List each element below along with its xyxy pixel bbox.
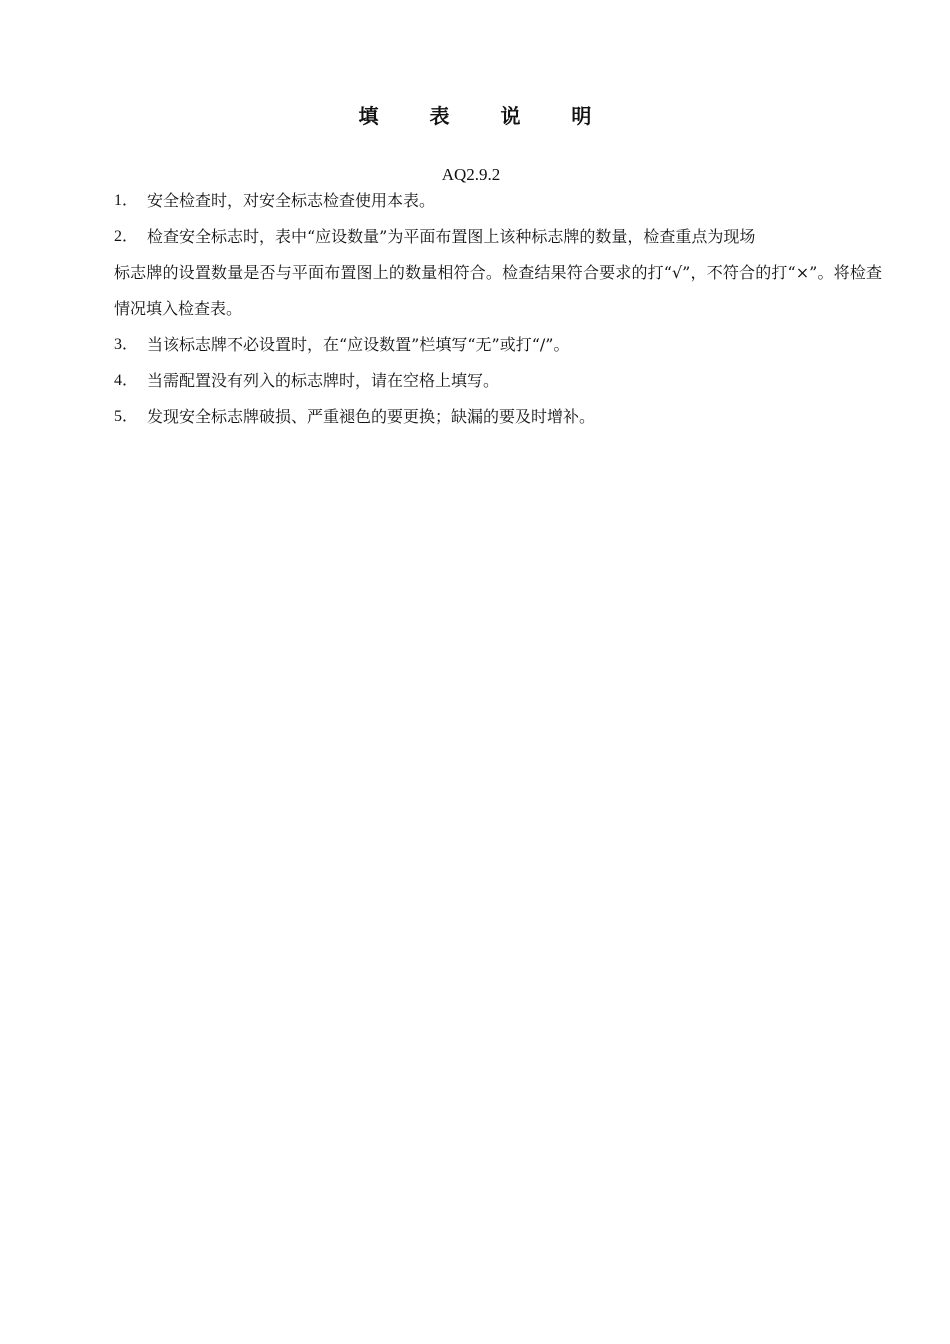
item-number: 2． [114,228,139,245]
document-title: 填 表 说 明 [358,104,614,128]
form-code: AQ2.9.2 [441,165,501,184]
instruction-item-4 [114,363,882,399]
item-number: 1． [114,192,139,209]
item-text: 当需配置没有列入的标志牌时，请在空格上填写。 [147,371,500,390]
instruction-item-3 [114,327,882,363]
item-number: 5． [114,408,139,425]
instruction-item-5 [114,399,882,435]
item-text: 检查安全标志时，表中“应设数量”为平面布置图上该种标志牌的数量，检查重点为现场 [147,227,756,246]
item-text: 当该标志牌不必设置时，在“应设数置”栏填写“无”或打“/”。 [147,335,570,354]
instruction-item-1 [114,183,882,219]
instruction-item-2 [114,219,882,255]
item-number: 4． [114,372,139,389]
item-text: 安全检查时，对安全标志检查使用本表。 [147,191,436,210]
item-text: 发现安全标志牌破损、严重褪色的要更换；缺漏的要及时增补。 [147,407,596,426]
instruction-item-2-continuation: 标志牌的设置数量是否与平面布置图上的数量相符合。检查结果符合要求的打“√”，不符合的打“×”。将检查情况填入检查表。 [114,263,882,318]
item-number: 3． [114,336,139,353]
instructions-body [114,183,882,435]
